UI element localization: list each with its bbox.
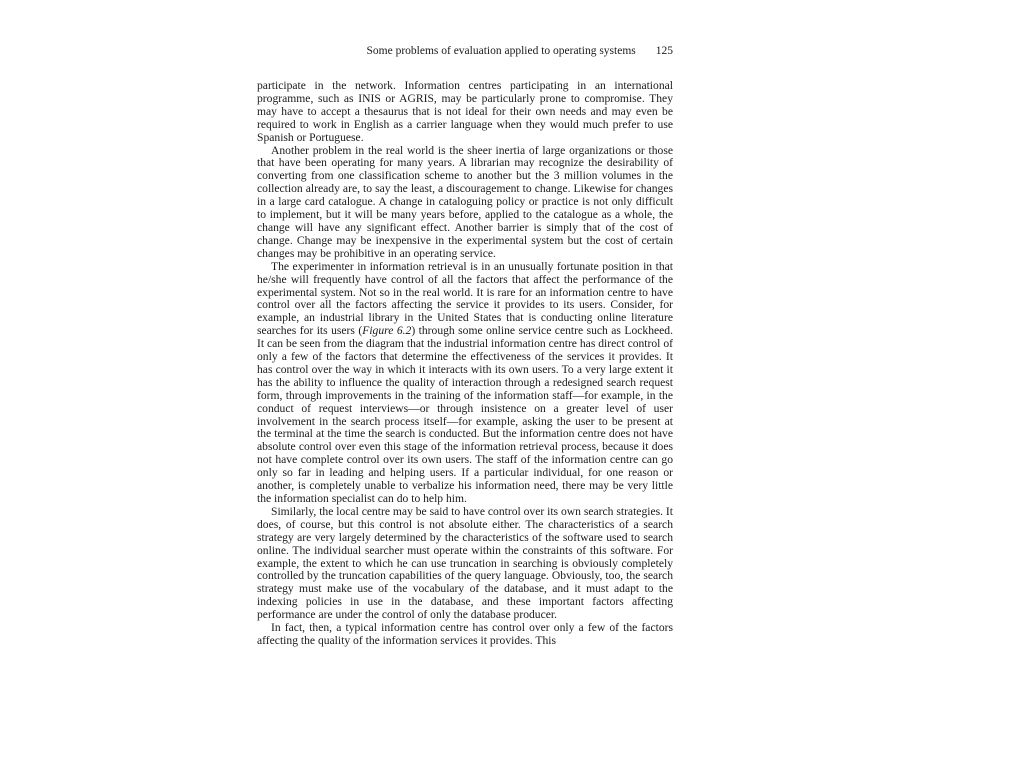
page-number: 125 — [655, 45, 673, 57]
figure-reference: Figure 6.2 — [362, 324, 412, 338]
body-text — [257, 80, 673, 648]
paragraph: Another problem in the real world is the sheer inertia of large organizations or those that have been operating for many years. A librarian may recognize the desirability of converting from one classification scheme to another but the 3 million volumes in the collection already are, to say the least, a discouragement to change. Likewise for changes in a large card catalogue. A change in cataloguing policy or practice is not only difficult to implement, but it will be many years before, applied to the catalogue as a whole, the change will have any significant effect. Another barrier is simply that of the cost of change. Change may be inexpensive in the experimental system but the cost of certain changes may be prohibitive in an operating service. — [257, 143, 673, 260]
paragraph: Similarly, the local centre may be said to have control over its own search strategies. It does, of course, but this control is not absolute either. The characteristics of a search strategy are very largely determined by the characteristics of the software used to search online. The individual searcher must operate within the constraints of this software. For example, the extent to which he can use truncation in searching is obviously completely controlled by the truncation capabilities of the query language. Obviously, too, the search strategy must make use of the vocabulary of the database, and it must adapt to the indexing policies in use in the database, and these important factors affecting performance are under the control of only the database producer. — [257, 504, 673, 622]
paragraph-text: ) through some online service centre such as Lockheed. It can be seen from the diagram that the industrial information centre has direct control of only a few of the factors that determine the effectiveness of the services it provides. It has control over the way in which it interacts with its own users. To a very large extent it has the ability to influence the quality of interaction through a redesigned search request form, through improvements in the training of the information staff—for example, in the conduct of request interviews—or through insistence on a greater level of user involvement in the search process itself—for example, asking the user to be present at the terminal at the time the search is conducted. But the information centre does not have absolute control over even this stage of the information retrieval process, because it does not have complete control over its own users. The staff of the information centre can go only so far in leading and helping users. If a particular individual, for one reason or another, is completely unable to verbalize his information need, there may be very little the information specialist can do to help him. — [257, 324, 673, 505]
paragraph: In fact, then, a typical information centre has control over only a few of the factors affecting the quality of the information services it provides. This — [257, 621, 673, 647]
paragraph: participate in the network. Information centres participating in an international programme, such as INIS or AGRIS, may be particularly prone to compromise. They may have to accept a thesaurus that is not ideal for their own needs and may even be required to work in English as a carrier language when they would much prefer to use Spanish or Portuguese. — [257, 79, 673, 144]
paragraph-text: The experimenter in information retrieval is in an unusually fortunate position in that he/she will frequently have control of all the factors that affect the performance of the experimental system. Not so in the real world. It is rare for an information centre to have control over all the factors affecting the service it provides to its users. Consider, for example, an industrial library in the United States that is conducting online literature searches for its users ( — [257, 259, 673, 338]
running-title: Some problems of evaluation applied to operating systems — [366, 45, 636, 57]
book-page — [257, 44, 673, 648]
running-header — [257, 44, 673, 58]
paragraph — [257, 261, 673, 506]
